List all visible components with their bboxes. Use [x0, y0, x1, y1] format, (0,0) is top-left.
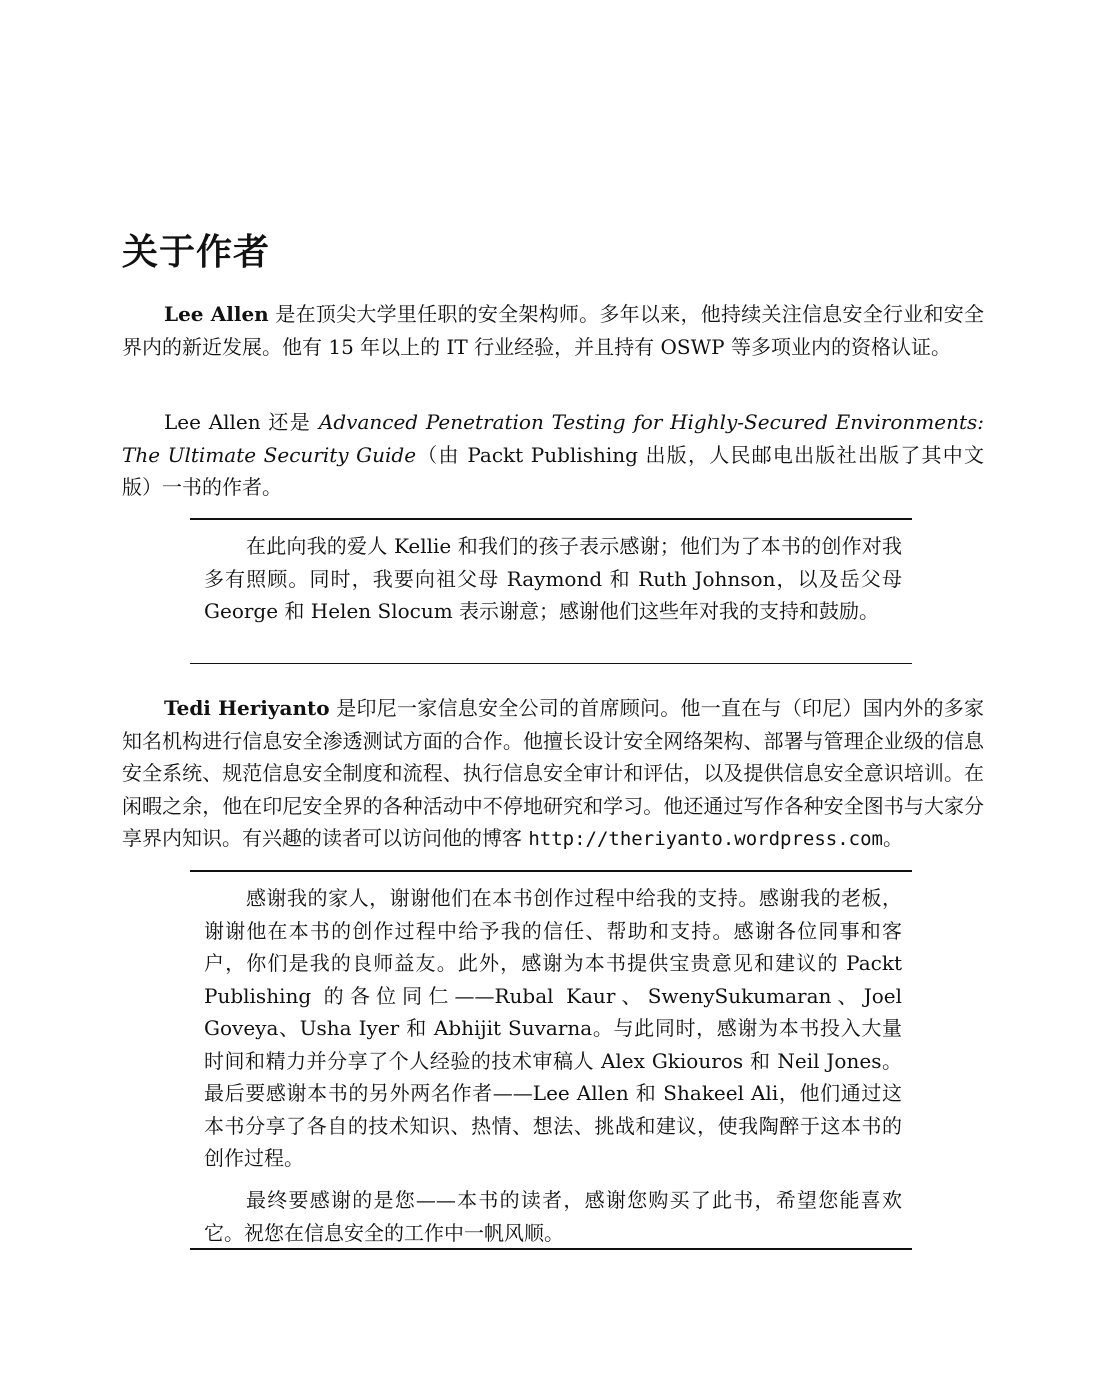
- lee-allen-book-title: Advanced Penetration Testing for Highly-Secured Environments: The Ultimate Security Guide: [122, 410, 984, 467]
- lee-allen-book-prefix: Lee Allen 还是: [164, 410, 319, 434]
- lee-allen-ack-top-rule: [190, 518, 912, 520]
- lee-allen-bio-text: 是在顶尖大学里任职的安全架构师。多年以来，他持续关注信息安全行业和安全界内的新近发展。他有 15 年以上的 IT 行业经验，并且持有 OSWP 等多项业内的资格认证。: [122, 302, 985, 359]
- tedi-ack-top-rule: [190, 870, 912, 872]
- tedi-heriyanto-acknowledgement-1: 感谢我的家人，谢谢他们在本书创作过程中给我的支持。感谢我的老板，谢谢他在本书的创作过程中给予我的信任、帮助和支持。感谢各位同事和客户，你们是我的良师益友。此外，感谢为本书提供宝贵意见和建议的 Packt Publishing 的各位同仁——Rubal Kaur、SwenySukumaran、Joel Goveya、Usha Iyer 和 Abhijit Suvarna。与此同时，感谢为本书投入大量时间和精力并分享了个人经验的技术审稿人 Alex Gkiouros 和 Neil Jones。最后要感谢本书的另外两名作者——Lee Allen 和 Shakeel Ali，他们通过这本书分享了各自的技术知识、热情、想法、挑战和建议，使我陶醉于这本书的创作过程。: [204, 886, 902, 1170]
- lee-allen-acknowledgement: 在此向我的爱人 Kellie 和我们的孩子表示感谢；他们为了本书的创作对我多有照顾。同时，我要向祖父母 Raymond 和 Ruth Johnson，以及岳父母 George 和 Helen Slocum 表示谢意；感谢他们这些年对我的支持和鼓励。: [204, 534, 902, 623]
- tedi-heriyanto-name: Tedi Heriyanto: [164, 696, 330, 720]
- lee-allen-bio: [122, 298, 984, 363]
- lee-allen-name: Lee Allen: [164, 302, 269, 326]
- tedi-ack-bottom-rule: [190, 1248, 912, 1250]
- tedi-heriyanto-bio: [122, 692, 984, 856]
- lee-allen-book: [122, 406, 984, 504]
- lee-allen-book-suffix: （由 Packt Publishing 出版，人民邮电出版社出版了其中文版）一书的作者。: [122, 442, 984, 499]
- tedi-heriyanto-bio-end: 。: [882, 826, 903, 850]
- lee-allen-ack-bottom-rule: [190, 663, 912, 664]
- tedi-heriyanto-bio-text: 是印尼一家信息安全公司的首席顾问。他一直在与（印尼）国内外的多家知名机构进行信息安全渗透测试方面的合作。他擅长设计安全网络架构、部署与管理企业级的信息安全系统、规范信息安全制度和流程、执行信息安全审计和评估，以及提供信息安全意识培训。在闲暇之余，他在印尼安全界的各种活动中不停地研究和学习。他还通过写作各种安全图书与大家分享界内知识。有兴趣的读者可以访问他的博客: [122, 696, 985, 850]
- blog-url: http://theriyanto.wordpress.com: [528, 828, 883, 850]
- page-title: 关于作者: [122, 232, 271, 273]
- tedi-heriyanto-acknowledgement-2: 最终要感谢的是您——本书的读者，感谢您购买了此书，希望您能喜欢它。祝您在信息安全的工作中一帆风顺。: [204, 1188, 902, 1245]
